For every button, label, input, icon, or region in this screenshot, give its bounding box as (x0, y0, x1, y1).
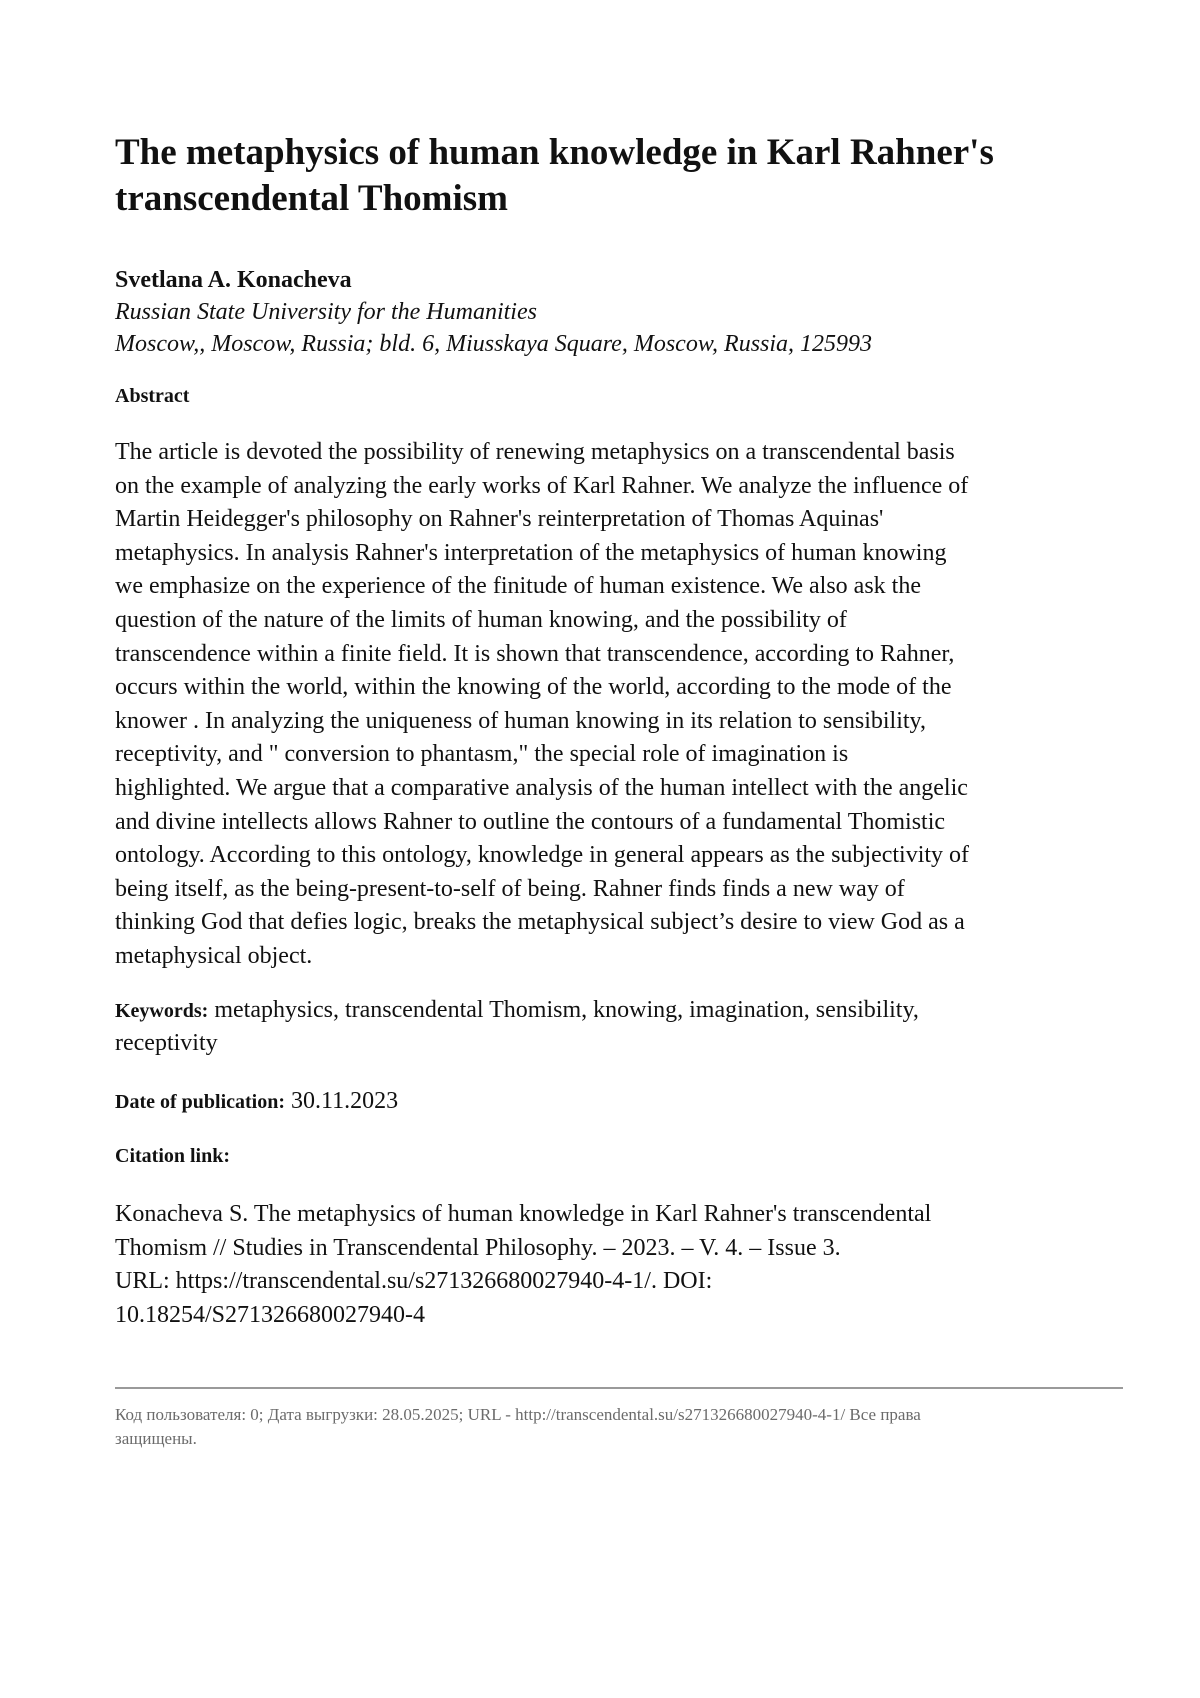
article-page (115, 130, 1120, 1333)
author-address: Moscow,, Moscow, Russia; bld. 6, Miusskaya Square, Moscow, Russia, 125993 (115, 331, 873, 357)
citation-heading: Citation link: (115, 1145, 231, 1168)
abstract-text: The article is devoted the possibility of renewing metaphysics on a transcendental basis on the example of analyzing the early works of Karl Rahner. We analyze the influence of Martin Heidegger's philosophy on Rahner's reinterpretation of Thomas Aquinas' metaphysics. In analysis Rahner's interpretation of the metaphysics of human knowing we emphasize on the experience of the finitude of human existence. We also ask the question of the nature of the limits of human knowing, and the possibility of transcendence within a finite field. It is shown that transcendence, according to Rahner, occurs within the world, within the knowing of the world, according to the mode of the knower . In analyzing the uniqueness of human knowing in its relation to sensibility, receptivity, and " conversion to phantasm," the special role of imagination is highlighted. We argue that a comparative analysis of the human intellect with the angelic and divine intellects allows Rahner to outline the contours of a fundamental Thomistic ontology. According to this ontology, knowledge in general appears as the subjectivity of being itself, as the being-present-to-self of being. Rahner finds finds a new way of thinking God that defies logic, breaks the metaphysical subject’s desire to view God as a metaphysical object. (115, 439, 970, 969)
author-affiliation: Russian State University for the Humanities (115, 299, 537, 325)
footer-note: Код пользователя: 0; Дата выгрузки: 28.05.2025; URL - http://transcendental.su/s271326680027940-4-1/ Все права защищены. (115, 1405, 921, 1448)
publication-date-section (115, 1085, 1120, 1119)
abstract-heading: Abstract (115, 385, 190, 407)
footer-divider (115, 1387, 1123, 1389)
keywords-section (115, 994, 1120, 1061)
article-title: The metaphysics of human knowledge in Karl Rahner's transcendental Thomism (115, 132, 994, 219)
publication-date-label: Date of publication: (115, 1090, 285, 1113)
author-name: Svetlana A. Konacheva (115, 267, 352, 293)
keywords-label: Keywords: (115, 999, 209, 1022)
publication-date-value: 30.11.2023 (291, 1087, 399, 1114)
citation-text: Konacheva S. The metaphysics of human knowledge in Karl Rahner's transcendental Thomism // Studies in Transcendental Philosophy. – 2023. – V. 4. – Issue 3. URL: https://transcendental.su/s271326680027940-4-1/. DOI: 10.18254/S271326680027940-4 (115, 1201, 932, 1329)
keywords-value: metaphysics, transcendental Thomism, knowing, imagination, sensibility, receptivity (115, 996, 919, 1057)
